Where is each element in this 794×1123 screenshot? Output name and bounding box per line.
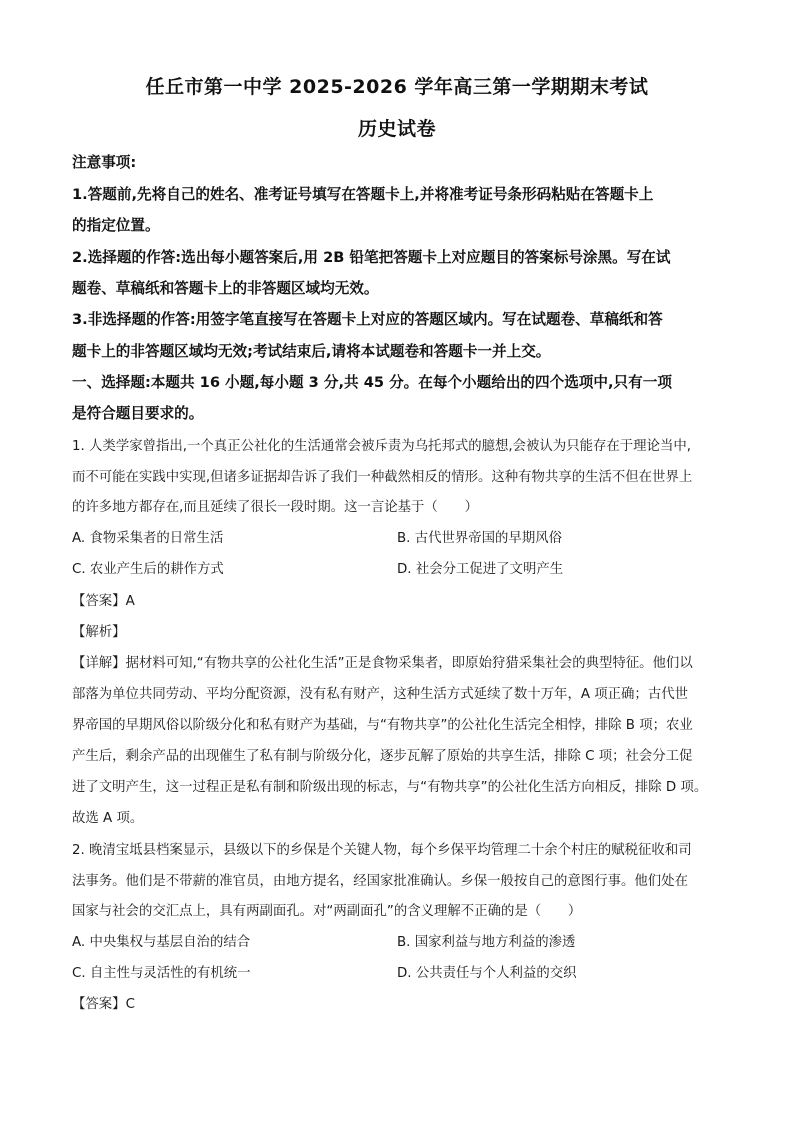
notice-line: 1.答题前,先将自己的姓名、准考证号填写在答题卡上,并将准考证号条形码粘贴在答题卡上 — [72, 186, 654, 203]
q1-detail-line: 进了文明产生，这一过程正是私有制和阶级出现的标志，与“有物共享”的公社化生活方向相反，排除 D 项。 — [72, 780, 708, 795]
answer-tag: 【答案】 — [72, 997, 126, 1012]
q1-answer — [72, 590, 135, 609]
answer-tag: 【答案】 — [72, 594, 126, 609]
detail-text: 据材料可知,“有物共享的公社化生活”正是食物采集者，即原始狩猎采集社会的典型特征。他们以 — [125, 656, 693, 671]
section-heading: 是符合题目要求的。 — [72, 405, 204, 422]
q2-option-c: C. 自主性与灵活性的有机统一 — [72, 966, 251, 981]
notice-line: 2.选择题的作答:选出每小题答案后,用 2B 铅笔把答题卡上对应题目的答案标号涂黑。写在试 — [72, 249, 671, 266]
q2-option-b: B. 国家利益与地方利益的渗透 — [397, 935, 576, 950]
detail-tag: 【详解】 — [72, 656, 126, 671]
q1-option-a: A. 食物采集者的日常生活 — [72, 531, 224, 546]
q1-option-c: C. 农业产生后的耕作方式 — [72, 562, 224, 577]
notice-line: 的指定位置。 — [72, 217, 160, 234]
q1-detail-line — [72, 652, 693, 671]
q1-option-b: B. 古代世界帝国的早期风俗 — [397, 531, 562, 546]
section-heading: 一、选择题:本题共 16 小题,每小题 3 分,共 45 分。在每个小题给出的四个选项中,只有一项 — [72, 374, 672, 391]
q2-option-a: A. 中央集权与基层自治的结合 — [72, 935, 251, 950]
notice-heading: 注意事项: — [72, 154, 137, 171]
answer-value: A — [125, 594, 135, 609]
q1-detail-line: 部落为单位共同劳动、平均分配资源，没有私有财产，这种生活方式延续了数十万年，A 项正确；古代世 — [72, 687, 688, 702]
subject-title: 历史试卷 — [357, 118, 436, 140]
q1-stem-line: 的许多地方都存在,而且延续了很长一段时期。这一言论基于（ ） — [72, 500, 478, 515]
q2-stem-line: 国家与社会的交汇点上，具有两副面孔。对“两副面孔”的含义理解不正确的是（ ） — [72, 904, 582, 919]
exam-title: 任丘市第一中学 2025-2026 学年高三第一学期期末考试 — [145, 76, 649, 98]
q1-analysis-tag: 【解析】 — [72, 625, 126, 640]
q1-stem-line: 1. 人类学家曾指出,一个真正公社化的生活通常会被斥责为乌托邦式的臆想,会被认为只能存在于理论当中, — [72, 439, 691, 454]
q1-stem-line: 而不可能在实践中实现,但诸多证据却告诉了我们一种截然相反的情形。这种有物共享的生活不但在世界上 — [72, 470, 693, 485]
q2-answer — [72, 993, 135, 1012]
q2-option-d: D. 公共责任与个人利益的交织 — [397, 966, 577, 981]
q1-detail-line: 界帝国的早期风俗以阶级分化和私有财产为基础，与“有物共享”的公社化生活完全相悖，排除 B 项；农业 — [72, 718, 693, 733]
notice-line: 3.非选择题的作答:用签字笔直接写在答题卡上对应的答题区域内。写在试题卷、草稿纸和答 — [72, 311, 663, 328]
notice-line: 题卷、草稿纸和答题卡上的非答题区域均无效。 — [72, 280, 379, 297]
q1-detail-line: 故选 A 项。 — [72, 811, 144, 826]
answer-value: C — [125, 997, 135, 1012]
notice-line: 题卡上的非答题区域均无效;考试结束后,请将本试题卷和答题卡一并上交。 — [72, 343, 551, 360]
q1-option-d: D. 社会分工促进了文明产生 — [397, 562, 564, 577]
q1-detail-line: 产生后，剩余产品的出现催生了私有制与阶级分化，逐步瓦解了原始的共享生活，排除 C 项；社会分工促 — [72, 749, 693, 764]
q2-stem-line: 法事务。他们是不带薪的准官员，由地方提名，经国家批准确认。乡保一般按自己的意图行事。他们处在 — [72, 874, 688, 889]
q2-stem-line: 2. 晚清宝坻县档案显示，县级以下的乡保是个关键人物，每个乡保平均管理二十余个村庄的赋税征收和司 — [72, 843, 692, 858]
